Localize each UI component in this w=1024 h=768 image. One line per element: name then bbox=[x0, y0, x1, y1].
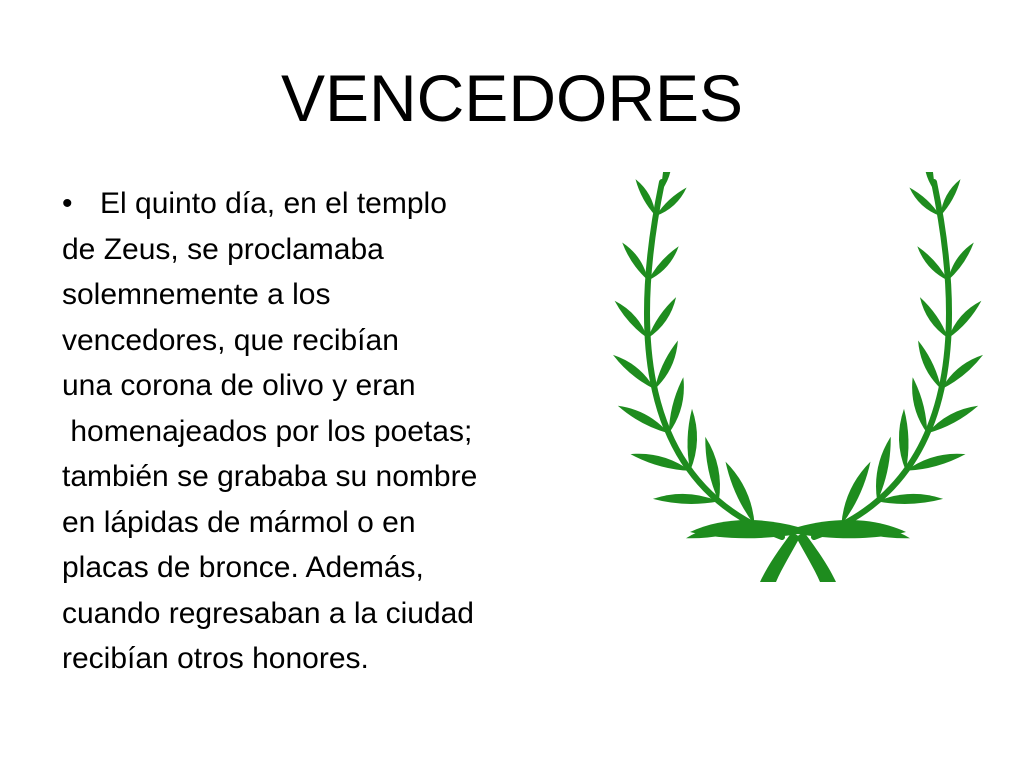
body-line-11: recibían otros honores. bbox=[62, 642, 369, 675]
wreath-ribbon bbox=[690, 520, 906, 582]
body-line-10: cuando regresaban a la ciudad bbox=[62, 596, 474, 630]
slide-title: VENCEDORES bbox=[280, 61, 744, 135]
laurel-leaf bbox=[662, 172, 672, 190]
ribbon-tail bbox=[760, 532, 800, 582]
body-text bbox=[62, 181, 562, 682]
laurel-leaf bbox=[687, 409, 697, 471]
body-line-text: El quinto día, en el templo bbox=[100, 187, 447, 220]
ribbon-tail bbox=[796, 532, 836, 582]
laurel-leaf bbox=[622, 243, 648, 281]
body-line-7: también se grababa su nombre bbox=[62, 460, 478, 493]
laurel-leaf bbox=[940, 179, 960, 216]
body-line-5: una corona de olivo y eran bbox=[62, 369, 416, 402]
laurel-leaf bbox=[615, 301, 648, 339]
body-line-1 bbox=[62, 181, 562, 227]
laurel-leaf bbox=[918, 341, 941, 390]
body-line-9: placas de bronce. Además, bbox=[62, 551, 424, 584]
laurel-leaf bbox=[912, 377, 927, 433]
body-line-6: homenajeados por los poetas; bbox=[62, 414, 473, 448]
laurel-leaf bbox=[648, 297, 676, 338]
laurel-leaf bbox=[655, 341, 678, 390]
laurel-leaf bbox=[948, 301, 981, 339]
laurel-leaf bbox=[899, 409, 909, 471]
body-line-3: solemnemente a los bbox=[62, 278, 331, 311]
laurel-wreath-icon bbox=[572, 172, 1024, 592]
body-line-4: vencedores, que recibían bbox=[62, 323, 399, 357]
laurel-leaf bbox=[636, 179, 656, 216]
body-line-8: en lápidas de mármol o en bbox=[62, 505, 416, 539]
laurel-leaf bbox=[920, 297, 948, 338]
laurel-leaf bbox=[669, 377, 684, 433]
body-line-2: de Zeus, se proclamaba bbox=[62, 232, 384, 266]
laurel-leaf bbox=[948, 243, 974, 281]
bullet-symbol: • bbox=[62, 187, 73, 220]
laurel-leaf bbox=[924, 172, 934, 190]
wreath-right-branch bbox=[814, 172, 983, 538]
wreath-left-branch bbox=[613, 172, 782, 538]
